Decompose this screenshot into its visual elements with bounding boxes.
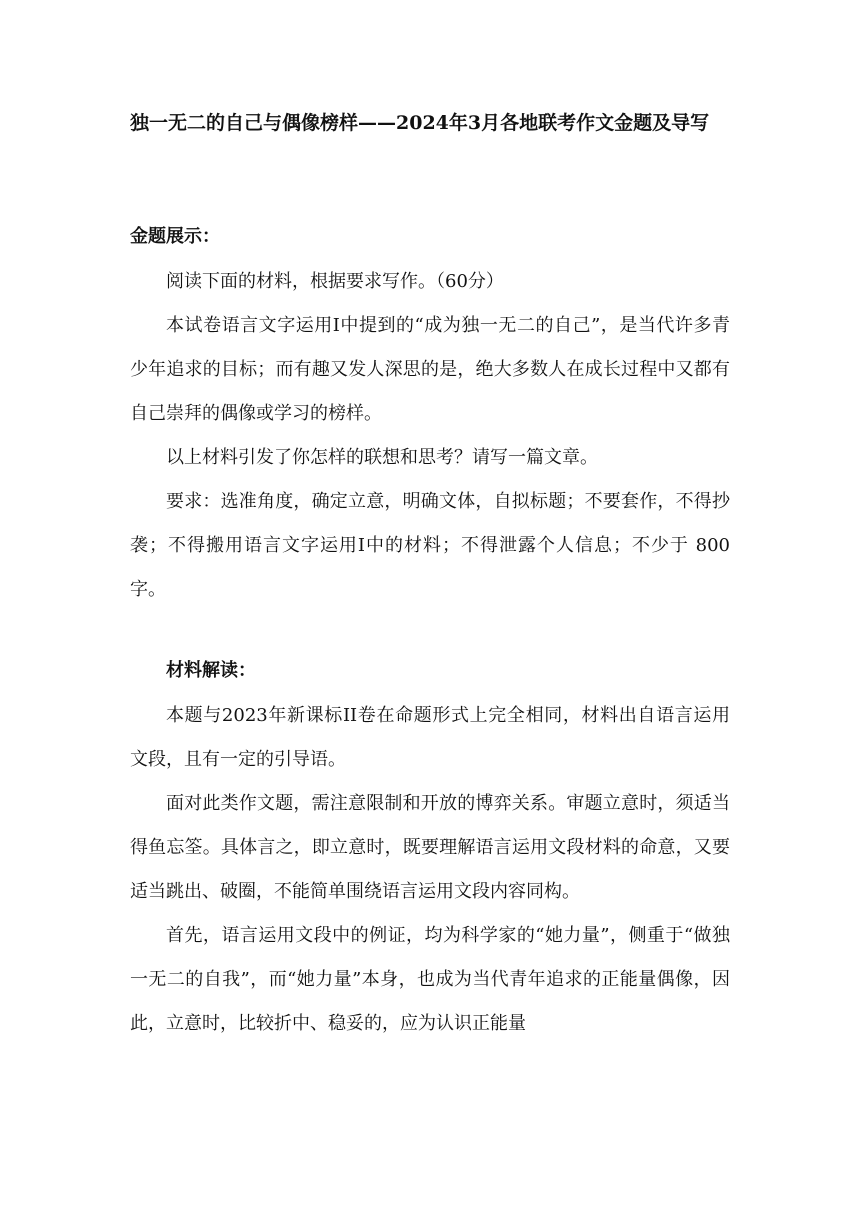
document-body [130,100,730,1046]
section-heading-prompt: 金题展示： [130,226,220,247]
paragraph: 要求：选准角度，确定立意，明确文体，自拟标题；不要套作，不得抄袭；不得搬用语言文字运用Ⅰ中的材料；不得泄露个人信息；不少于 800字。 [130,491,730,600]
paragraph: 以上材料引发了你怎样的联想和思考？请写一篇文章。 [166,447,598,468]
section-heading-analysis: 材料解读： [166,660,256,681]
document-title: 独一无二的自己与偶像榜样——2024年3月各地联考作文金题及导写 [130,112,710,134]
paragraph: 首先，语言运用文段中的例证，均为科学家的“她力量”，侧重于“做独一无二的自我”，而“她力量”本身，也成为当代青年追求的正能量偶像，因此，立意时，比较折中、稳妥的，应为认识正能量 [130,925,730,1034]
paragraph: 面对此类作文题，需注意限制和开放的博弈关系。审题立意时，须适当得鱼忘筌。具体言之，即立意时，既要理解语言运用文段材料的命意，又要适当跳出、破圈，不能简单围绕语言运用文段内容同构。 [130,793,730,902]
paragraph: 本试卷语言文字运用Ⅰ中提到的“成为独一无二的自己”，是当代许多青少年追求的目标；而有趣又发人深思的是，绝大多数人在成长过程中又都有自己崇拜的偶像或学习的榜样。 [130,315,730,424]
paragraph: 本题与2023年新课标II卷在命题形式上完全相同，材料出自语言运用文段，且有一定的引导语。 [130,705,730,770]
paragraph: 阅读下面的材料，根据要求写作。（60分） [166,271,504,292]
